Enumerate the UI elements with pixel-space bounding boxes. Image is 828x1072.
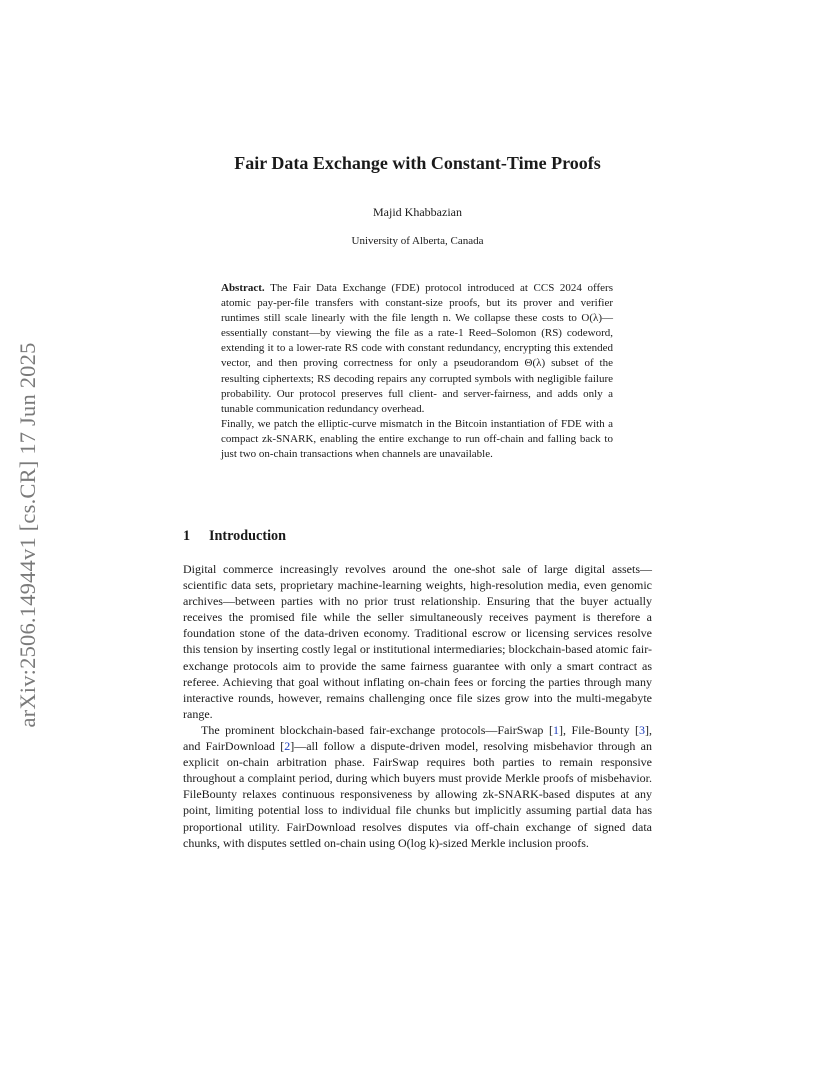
intro-paragraph-2 [183,722,652,851]
intro-text-segment: The prominent blockchain-based fair-exchange protocols—FairSwap [ [201,722,553,737]
intro-text-segment: ], File-Bounty [ [558,722,640,737]
abstract-paragraph-2: Finally, we patch the elliptic-curve mismatch in the Bitcoin instantiation of FDE with a compact zk-SNARK, enabling the entire exchange to run off-chain and falling back to just two on-chain transactions when channels are unavailable. [221,417,613,461]
citation-link-3[interactable]: 3 [639,722,646,737]
author-affiliation: University of Alberta, Canada [351,235,484,247]
abstract [221,281,613,462]
intro-text-segment: ]—all follow a dispute-driven model, resolving misbehavior through an explicit on-chain arbitration phase. FairSwap requires both parties to remain responsive throughout a complaint period, during which buyers must provide Merkle proofs of misbehavior. FileBounty relaxes continuous responsiveness by allowing zk-SNARK-based disputes at any point, limiting potential loss to individual file chunks but implicitly assuming partial data has proportional utility. FairDownload resolves disputes via off-chain exchange of signed data chunks, with disputes settled on-chain using O(log k)-sized Merkle inclusion proofs. [183,739,652,850]
abstract-paragraph-1 [221,281,613,417]
section-title: Introduction [209,528,286,544]
intro-text-segment: ], and FairDownload [ [183,722,653,754]
citation-link-2[interactable]: 2 [284,739,291,754]
paper-title: Fair Data Exchange with Constant-Time Proofs [234,153,601,173]
arxiv-sidebar [10,300,46,770]
section-heading [183,528,286,545]
intro-paragraph-1: Digital commerce increasingly revolves around the one-shot sale of large digital assets—scientific data sets, proprietary machine-learning weights, high-resolution media, even genomic archives—between parties with no prior trust relationship. Ensuring that the buyer actually receives the promised file while the seller simultaneously receives payment is therefore a foundation stone of the data-driven economy. Traditional escrow or licensing services resolve this tension by inserting costly legal or institutional intermediaries; blockchain-based atomic fair-exchange protocols aim to provide the same fairness guarantee with only a smart contract as referee. Achieving that goal without inflating on-chain fees or forcing the parties through many interactive rounds, however, remains challenging once file sizes grow into the multi-megabyte range. [183,562,652,721]
citation-link-1[interactable]: 1 [552,722,559,737]
introduction-body [183,561,652,851]
abstract-text-1: The Fair Data Exchange (FDE) protocol introduced at CCS 2024 offers atomic pay-per-file transfers with constant-size proofs, but its prover and verifier runtimes still scale linearly with the file length n. We collapse these costs to O(λ)—essentially constant—by viewing the file as a rate-1 Reed–Solomon (RS) codeword, extending it to a lower-rate RS code with constant redundancy, encrypting this extended vector, and then proving correctness for only a pseudorandom Θ(λ) subset of the resulting ciphertexts; RS decoding repairs any corrupted symbols with negligible failure probability. Our protocol preserves full client- and server-fairness, and adds only a tunable communication redundancy overhead. [221,282,613,415]
section-number: 1 [183,528,191,544]
arxiv-identifier: arXiv:2506.14944v1 [cs.CR] 17 Jun 2025 [15,342,40,728]
abstract-label: Abstract. [221,282,265,294]
author-name: Majid Khabbazian [373,205,462,219]
